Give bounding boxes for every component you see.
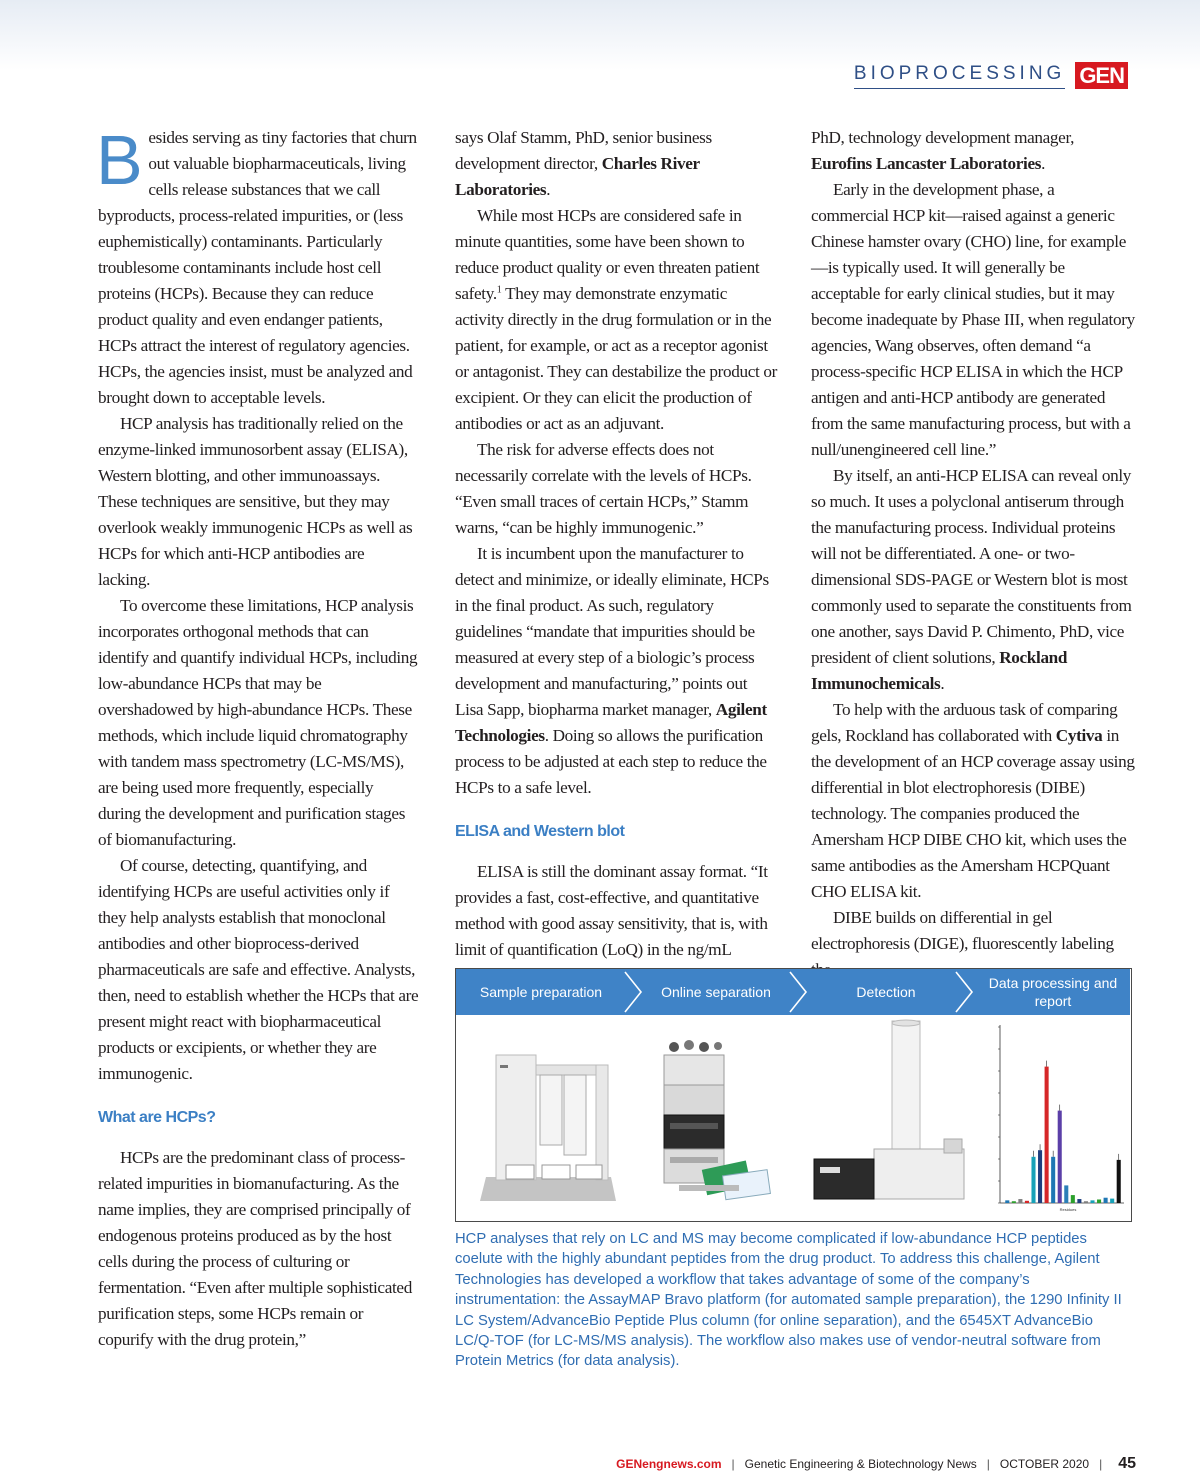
chart-bar: [1097, 1199, 1101, 1203]
column3-paragraph-5: DIBE builds on differential in gel electrophoresis (DIGE), fluorescently labeling: [811, 908, 1114, 953]
col3-p1-pre: PhD, technology development manager,: [811, 128, 1075, 147]
assaymap-bravo-instrument-image: [466, 1025, 616, 1215]
column2-paragraph-4: [455, 541, 779, 801]
footer-divider: |: [1099, 1457, 1103, 1471]
chart-bar: [1084, 1201, 1088, 1203]
chart-bar: [1064, 1185, 1068, 1203]
col2-p4-post: . Doing so allows the purification process to be adjusted at each step to reduce the HCPs to a safe level.: [455, 726, 767, 797]
column2-paragraph-3: The risk for adverse effects does not necessarily correlate with the levels of HCPs. “Even small traces of certain HCPs,” Stamm warns, “can be highly immunogenic.”: [455, 440, 752, 537]
chart-bars: [1005, 1061, 1121, 1203]
workflow-banner: [456, 969, 1130, 1015]
chevron-right-icon: [952, 969, 976, 1015]
company-eurofins: Eurofins Lancaster Laboratories: [811, 154, 1042, 173]
col3-p4-post: in the development of an HCP coverage assay using differential in blot electrophoresis (DIBE) technology. The companies produced the Amersham HCP DIBE CHO kit, which uses the same antibodies as the Amersham HCPQuant CHO ELISA kit.: [811, 726, 1135, 901]
lc-system-instrument-image: [644, 1025, 794, 1215]
chart-bar: [1045, 1067, 1049, 1203]
qtof-instrument-image: [804, 1019, 984, 1215]
chart-bar: [1031, 1157, 1035, 1203]
column3-paragraph-2: Early in the development phase, a commercial HCP kit—raised against a generic Chinese hamster ovary (CHO) line, for example—is typically used. It will generally be acceptable for early clinical studies, but it may become inadequate by Phase III, when regulatory agencies, Wang observes, often demand “a process-specific HCP ELISA in which the HCP antigen and anti-HCP antibody are generated from the same manufacturing process, but with a null/unengineered cell line.”: [811, 180, 1135, 459]
footer-divider: |: [986, 1457, 990, 1471]
chart-bar: [1071, 1195, 1075, 1203]
chart-bar: [1104, 1198, 1108, 1203]
chart-xlabel: Residues: [1059, 1207, 1077, 1212]
col1-p1-text: esides serving as tiny factories that churn out valuable biopharmaceuticals, living cells release substances that we call byproducts, process-related impurities, or (less euphemistically) contaminants. Particularly troublesome contaminants include host cell proteins (HCPs). Because they can reduce product quality and even endanger patients, HCPs attract the interest of regulatory agencies. HCPs, the agencies insist, must be analyzed and brought down to acceptable levels.: [98, 128, 417, 407]
company-rockland: Rockland Immunochemicals: [811, 648, 1068, 693]
chart-bar: [1058, 1111, 1062, 1203]
page-number: 45: [1118, 1455, 1136, 1472]
column1-paragraph-1: [96, 121, 420, 411]
reference-marker: 1: [496, 284, 502, 296]
article-column-3: [811, 125, 1135, 983]
chart-bar: [1090, 1200, 1094, 1203]
subhead-elisa-western-blot: ELISA and Western blot: [455, 823, 625, 840]
chart-bar: [1012, 1201, 1016, 1203]
col2-p4-pre: It is incumbent upon the manufacturer to detect and minimize, or ideally eliminate, HCPs in the final product. As such, regulatory guidelines “mandate that impurities should be measured at every step of a biologic’s process development and manufacturing,” points out Lisa Sapp, biopharma market manager,: [455, 544, 769, 719]
col2-p1-post: .: [546, 180, 551, 199]
column3-paragraph-3: [811, 463, 1135, 697]
column3-paragraph-4: [811, 697, 1135, 905]
section-label: BIOPROCESSING: [854, 63, 1065, 89]
chart-bar: [1077, 1199, 1081, 1203]
footer-site-link[interactable]: GENengnews.com: [616, 1457, 722, 1471]
chart-bar: [1005, 1200, 1009, 1203]
article-column-2: [455, 125, 779, 989]
column1-paragraph-4: Of course, detecting, quantifying, and identifying HCPs are useful activities only if they help analysts establish that monoclonal antibodies and other bioprocess-derived pharmaceuticals are safe and effective. Analysts, then, need to establish whether the HCPs that are present might react with biopharmaceutical products or excipients, or whether they are immunogenic.: [98, 856, 419, 1083]
page-footer: [616, 1455, 1136, 1473]
step-detection: Detection: [856, 984, 916, 1000]
column1-paragraph-2: HCP analysis has traditionally relied on the enzyme-linked immunosorbent assay (ELISA), Western blotting, and other immunoassays. These techniques are sensitive, but they may overlook weakly immunogenic HCPs as well as HCPs for which anti-HCP antibodies are lacking.: [98, 414, 413, 589]
step-sample-preparation: Sample preparation: [479, 984, 603, 1000]
col3-p3-pre: By itself, an anti-HCP ELISA can reveal only so much. It uses a polyclonal antiserum through the manufacturing process. Individual proteins will not be differentiated. A one- or two-dimensional SDS-PAGE or Western blot is most commonly used to separate the constituents from one another, says David P. Chimento, PhD, vice president of client solutions,: [811, 466, 1132, 667]
col2-p2-post: They may demonstrate enzymatic activity directly in the drug formulation or in the patient, for example, or act as a receptor agonist or antagonist. They can destabilize the product or excipient. Or they can elicit the production of antibodies or act as an adjuvant.: [455, 284, 778, 433]
step-online-separation: Online separation: [661, 984, 771, 1000]
figure-caption: HCP analyses that rely on LC and MS may become complicated if low-abundance HCP peptides coelute with the highly abundant peptides from the drug product. To address this challenge, Agilent Technologies has developed a workflow that takes advantage of some of the company’s instrumentation: the AssayMAP Bravo platform (for automated sample preparation), the 1290 Infinity II LC System/AdvanceBio Peptide Plus column (for online separation), and the 6545XT AdvanceBio LC/Q-TOF (for LC-MS/MS analysis). The workflow also makes use of vendor-neutral software from Protein Metrics (for data analysis).: [455, 1231, 1122, 1370]
chart-bar: [1110, 1199, 1114, 1203]
dropcap-letter: B: [96, 121, 143, 199]
top-gradient-band: [0, 0, 1200, 70]
col3-p1-post: .: [1041, 154, 1046, 173]
article-column-1: [96, 121, 420, 1353]
company-agilent: Agilent Technologies: [455, 700, 767, 745]
column3-paragraph-1: [811, 125, 1135, 177]
step-data-processing: Data processing and report: [988, 975, 1118, 1009]
chart-bar: [1018, 1199, 1022, 1203]
hcp-bar-chart: [978, 1021, 1128, 1217]
column2-paragraph-5: ELISA is still the dominant assay format. “It provides a fast, cost-effective, and quantitative method with good assay sensitivity, that is, with limit of quantification (LoQ) in the ng/mL: [455, 862, 768, 959]
chart-bar: [1025, 1201, 1029, 1203]
col2-p1-pre: says Olaf Stamm, PhD, senior business development director,: [455, 128, 712, 173]
column1-paragraph-3: To overcome these limitations, HCP analysis incorporates orthogonal methods that can identify and quantify individual HCPs, including low-abundance HCPs that may be overshadowed by high-abundance HCPs. These methods, which include liquid chromatography with tandem mass spectrometry (LC-MS/MS), are being used more frequently, especially during the development and purification stages of biomanufacturing.: [98, 596, 418, 849]
column1-paragraph-5: HCPs are the predominant class of process-related impurities in biomanufacturing. As the name implies, they are comprised principally of endogenous proteins produced as by the host cells during the process of culturing or fermentation. “Even after multiple sophisticated purification steps, some HCPs remain or copurify with the drug protein,”: [98, 1148, 412, 1349]
workflow-figure: [455, 968, 1132, 1222]
column2-paragraph-1: [455, 125, 779, 203]
col2-p2-pre: While most HCPs are considered safe in minute quantities, some have been shown to reduce product quality or even threaten patient safety.: [455, 206, 760, 303]
col3-p3-post: .: [940, 674, 945, 693]
gen-logo: GEN: [1075, 62, 1128, 89]
chart-bar: [1117, 1160, 1121, 1203]
footer-publication: Genetic Engineering & Biotechnology News: [744, 1457, 977, 1471]
column2-paragraph-2: [455, 203, 779, 437]
chart-bar: [1051, 1157, 1055, 1203]
page-header: [854, 62, 1128, 89]
footer-issue: OCTOBER 2020: [999, 1457, 1090, 1471]
col3-p4-pre: To help with the arduous task of comparing gels, Rockland has collaborated with: [811, 700, 1118, 745]
chart-bar: [1038, 1150, 1042, 1203]
subhead-what-are-hcps: What are HCPs?: [98, 1109, 216, 1126]
company-charles-river: Charles River Laboratories: [455, 154, 700, 199]
footer-divider: |: [731, 1457, 735, 1471]
company-cytiva: Cytiva: [1055, 726, 1103, 745]
